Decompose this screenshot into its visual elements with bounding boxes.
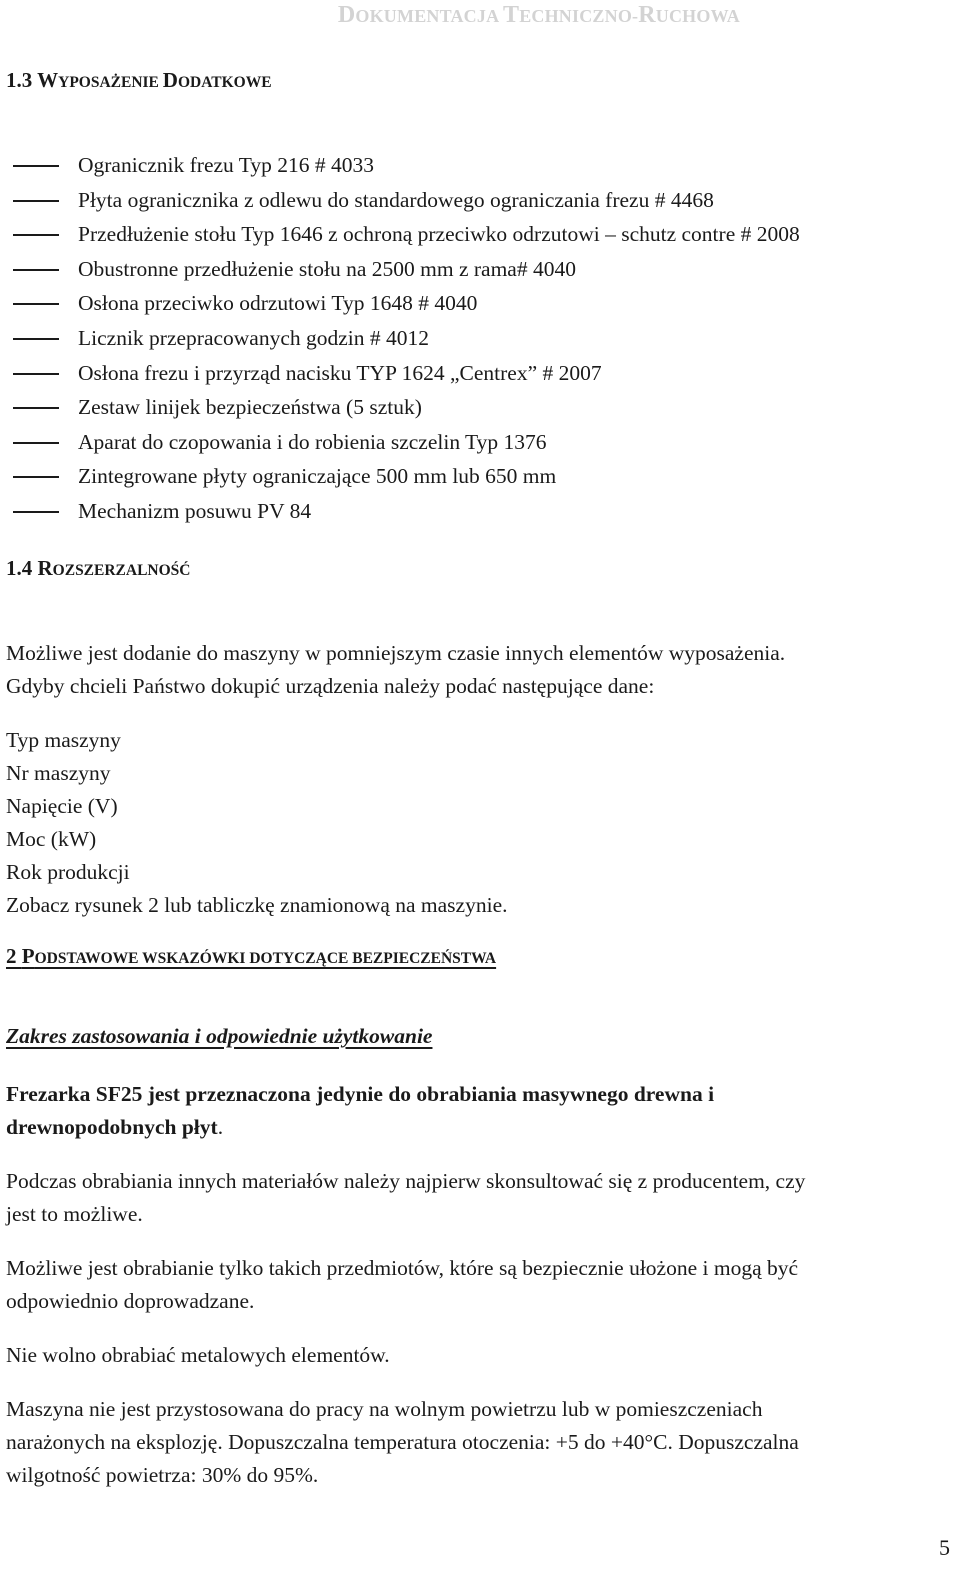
paragraph-line: Gdyby chcieli Państwo dokupić urządzenia należy podać następujące dane: <box>6 674 655 698</box>
data-field-line: Zobacz rysunek 2 lub tabliczkę znamionową na maszynie. <box>6 893 508 917</box>
header-letter: R <box>638 2 656 28</box>
dash-bullet <box>13 511 59 513</box>
heading-letter: R <box>37 556 53 580</box>
data-field-line: Nr maszyny <box>6 761 111 785</box>
list-item <box>0 217 800 252</box>
header-word: UCHOWA <box>655 6 740 26</box>
list-item <box>0 390 800 425</box>
dash-bullet <box>13 442 59 444</box>
paragraph-line: odpowiednio doprowadzane. <box>6 1289 255 1313</box>
accessory-list <box>0 148 800 529</box>
list-item-text: Osłona przeciwko odrzutowi Typ 1648 # 4040 <box>78 291 478 316</box>
paragraph-line: Frezarka SF25 jest przeznaczona jedynie do obrabiania masywnego drewna i <box>6 1082 715 1106</box>
list-item <box>0 183 800 218</box>
dash-bullet <box>13 269 59 271</box>
list-item-text: Licznik przepracowanych godzin # 4012 <box>78 325 430 350</box>
paragraph-materials <box>6 1165 805 1231</box>
list-item <box>0 252 800 287</box>
list-item-text: Aparat do czopowania i do robienia szczelin Typ 1376 <box>78 429 547 454</box>
paragraph-line: Możliwe jest obrabianie tylko takich przedmiotów, które są bezpiecznie ułożone i mogą być <box>6 1256 799 1280</box>
dash-bullet <box>13 200 59 202</box>
paragraph-line: Maszyna nie jest przystosowana do pracy na wolnym powietrzu lub w pomieszczeniach <box>6 1397 763 1421</box>
dash-bullet <box>13 234 59 236</box>
dash-bullet <box>13 303 59 305</box>
heading-letter: D <box>162 68 178 92</box>
data-field-line: Napięcie (V) <box>6 794 118 818</box>
list-item <box>0 494 800 529</box>
list-item <box>0 321 800 356</box>
list-item-text: Płyta ogranicznika z odlewu do standardowego ograniczania frezu # 4468 <box>78 187 714 212</box>
dash-bullet <box>13 373 59 375</box>
section-number: 1.4 <box>6 556 38 580</box>
header-letter: D <box>337 2 356 28</box>
list-item-text: Przedłużenie stołu Typ 1646 z ochroną przeciwko odrzutowi – schutz contre # 2008 <box>78 222 800 247</box>
paragraph-line: wilgotność powietrza: 30% do 95%. <box>6 1463 319 1487</box>
heading-letter: P <box>21 944 35 968</box>
list-item <box>0 148 800 183</box>
required-data-list <box>6 724 507 922</box>
paragraph-line: jest to możliwe. <box>6 1202 143 1226</box>
section-heading-1-3 <box>6 68 272 93</box>
paragraph-workpieces <box>6 1252 798 1318</box>
paragraph-line: Nie wolno obrabiać metalowych elementów. <box>6 1343 390 1367</box>
bold-statement <box>6 1078 714 1144</box>
heading-word: OZSZERZALNOŚĆ <box>52 562 191 579</box>
list-item <box>0 356 800 391</box>
period: . <box>217 1115 224 1139</box>
data-field-line: Typ maszyny <box>6 728 121 752</box>
heading-letter: W <box>37 68 59 92</box>
paragraph-extension <box>6 637 785 703</box>
list-item-text: Ogranicznik frezu Typ 216 # 4033 <box>78 153 375 177</box>
list-item-text: Zestaw linijek bezpieczeństwa (5 sztuk) <box>78 395 422 420</box>
paragraph-line: narażonych na eksplozję. Dopuszczalna temperatura otoczenia: +5 do +40°C. Dopuszczalna <box>6 1430 799 1454</box>
dash-bullet <box>13 338 59 340</box>
heading-word: YPOSAŻENIE <box>58 74 163 91</box>
data-field-line: Moc (kW) <box>6 827 97 851</box>
list-item-text: Mechanizm posuwu PV 84 <box>78 498 312 523</box>
list-item <box>0 459 800 494</box>
section-heading-2 <box>6 944 496 969</box>
list-item <box>0 425 800 460</box>
section-heading-1-4 <box>6 556 191 581</box>
paragraph-line: drewnopodobnych płyt <box>6 1115 218 1139</box>
dash-bullet <box>13 407 59 409</box>
dash-bullet <box>13 476 59 478</box>
heading-word: ODSTAWOWE WSKAZÓWKI DOTYCZĄCE BEZPIECZEŃSTWA <box>34 950 497 967</box>
paragraph-environment <box>6 1393 799 1492</box>
paragraph-line: Możliwe jest dodanie do maszyny w pomniejszym czasie innych elementów wyposażenia. <box>6 641 786 665</box>
list-item-text: Obustronne przedłużenie stołu na 2500 mm z rama# 4040 <box>78 256 576 281</box>
list-item-text: Osłona frezu i przyrząd nacisku TYP 1624 „Centrex” # 2007 <box>78 360 602 385</box>
list-item <box>0 286 800 321</box>
list-item-text: Zintegrowane płyty ograniczające 500 mm lub 650 mm <box>78 464 557 489</box>
section-number: 1.3 <box>6 68 38 92</box>
paragraph-metal <box>6 1339 390 1372</box>
header-word: OKUMENTACJA <box>355 6 503 26</box>
running-header <box>338 2 740 29</box>
header-dash: - <box>632 6 639 26</box>
data-field-line: Rok produkcji <box>6 860 130 884</box>
subheading-scope: Zakres zastosowania i odpowiednie użytkowanie <box>6 1024 433 1048</box>
section-number: 2 <box>6 944 22 968</box>
header-word: ECHNICZNO <box>519 6 633 26</box>
paragraph-line: Podczas obrabiania innych materiałów należy najpierw skonsultować się z producentem, czy <box>6 1169 806 1193</box>
heading-word: ODATKOWE <box>177 74 272 91</box>
page-number: 5 <box>939 1535 950 1560</box>
dash-bullet <box>13 165 59 167</box>
header-letter: T <box>502 2 520 28</box>
